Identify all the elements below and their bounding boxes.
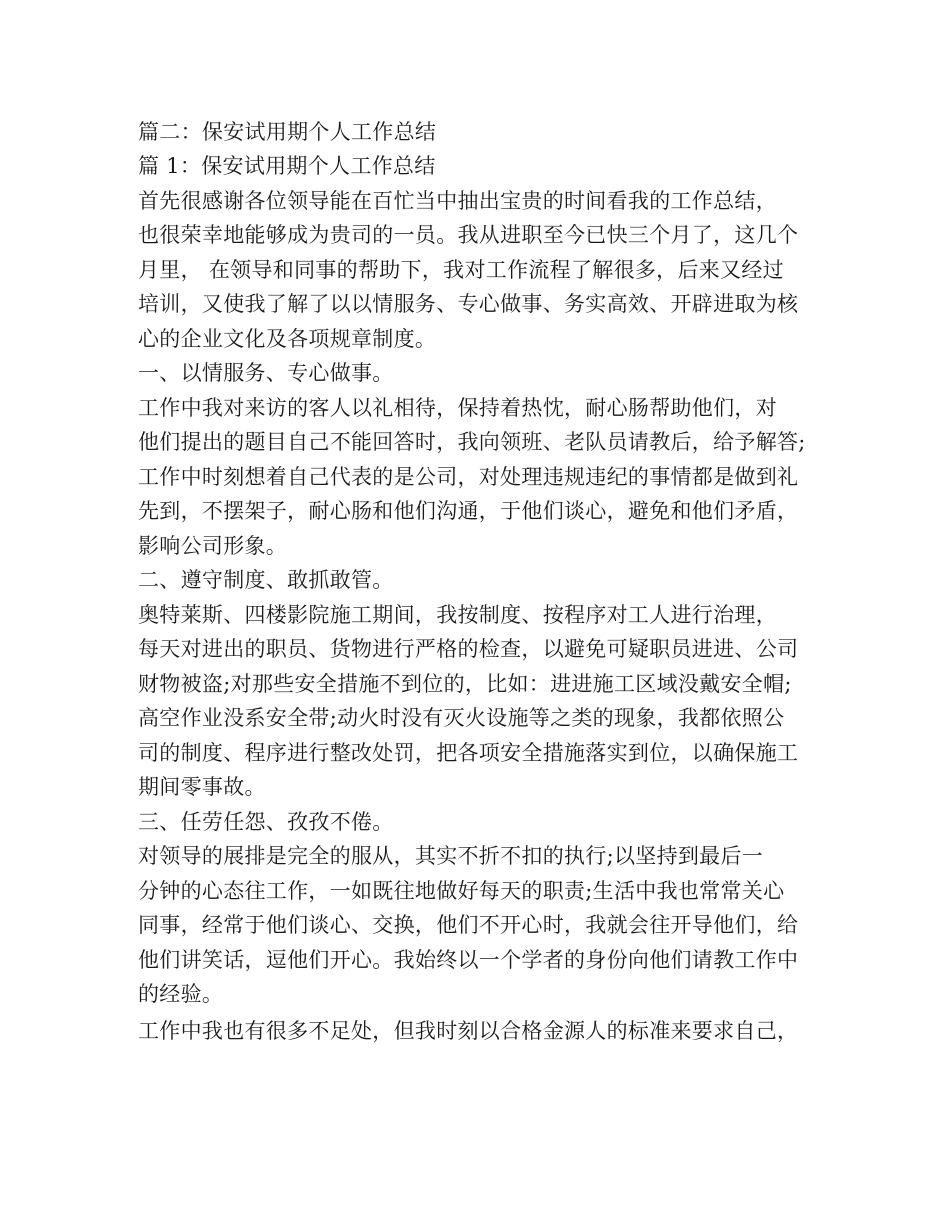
paragraph-line: 月里， 在领导和同事的帮助下，我对工作流程了解很多，后来又经过	[138, 258, 784, 282]
paragraph-line: 分钟的心态往工作，一如既往地做好每天的职责;生活中我也常常关心	[138, 879, 785, 903]
paragraph-line: 同事，经常于他们谈心、交换，他们不开心时，我就会往开导他们，给	[138, 913, 799, 937]
paragraph-line: 奥特莱斯、四楼影院施工期间，我按制度、按程序对工人进行治理，	[138, 603, 777, 627]
paragraph-line: 工作中我也有很多不足处，但我时刻以合格金源人的标准来要求自己，	[138, 1019, 799, 1043]
paragraph-line: 对领导的展排是完全的服从，其实不折不扣的执行;以坚持到最后一	[138, 844, 764, 868]
paragraph-line: 先到，不摆架子，耐心肠和他们沟通，于他们谈心，避免和他们矛盾，	[138, 499, 799, 523]
paragraph-line: 心的企业文化及各项规章制度。	[138, 327, 437, 351]
paragraph-line: 影响公司形象。	[138, 534, 288, 558]
section-heading: 篇二：保安试用期个人工作总结	[138, 120, 437, 144]
paragraph-line: 工作中时刻想着自己代表的是公司，对处理违规违纪的事情都是做到礼	[138, 465, 799, 489]
article-title: 篇 1：保安试用期个人工作总结	[138, 154, 436, 178]
paragraph-line: 司的制度、程序进行整改处罚，把各项安全措施落实到位，以确保施工	[138, 741, 799, 765]
subheading-line: 二、遵守制度、敢抓敢管。	[138, 568, 394, 592]
paragraph-line: 培训，又使我了解了以以情服务、专心做事、务实高效、开辟进取为核	[138, 292, 799, 316]
paragraph-line: 工作中我对来访的客人以礼相待，保持着热忱，耐心肠帮助他们，对	[138, 396, 777, 420]
paragraph-line: 他们提出的题目自己不能回答时，我向领班、老队员请教后，给予解答;	[138, 430, 806, 454]
paragraph-line: 高空作业没系安全带;动火时没有灭火设施等之类的现象，我都依照公	[138, 706, 785, 730]
paragraph-line: 每天对进出的职员、货物进行严格的检查，以避免可疑职员进进、公司	[138, 637, 799, 661]
paragraph-line: 的经验。	[138, 982, 224, 1006]
subheading-line: 一、以情服务、专心做事。	[138, 361, 394, 385]
paragraph-line: 首先很感谢各位领导能在百忙当中抽出宝贵的时间看我的工作总结，	[138, 189, 777, 213]
paragraph-line: 也很荣幸地能够成为贵司的一员。我从进职至今已快三个月了，这几个	[138, 223, 799, 247]
paragraph-line: 财物被盗;对那些安全措施不到位的，比如：进进施工区域没戴安全帽;	[138, 672, 792, 696]
paragraph-line: 期间零事故。	[138, 775, 266, 799]
paragraph-line: 他们讲笑话，逗他们开心。我始终以一个学者的身份向他们请教工作中	[138, 948, 799, 972]
subheading-line: 三、任劳任怨、孜孜不倦。	[138, 810, 394, 834]
